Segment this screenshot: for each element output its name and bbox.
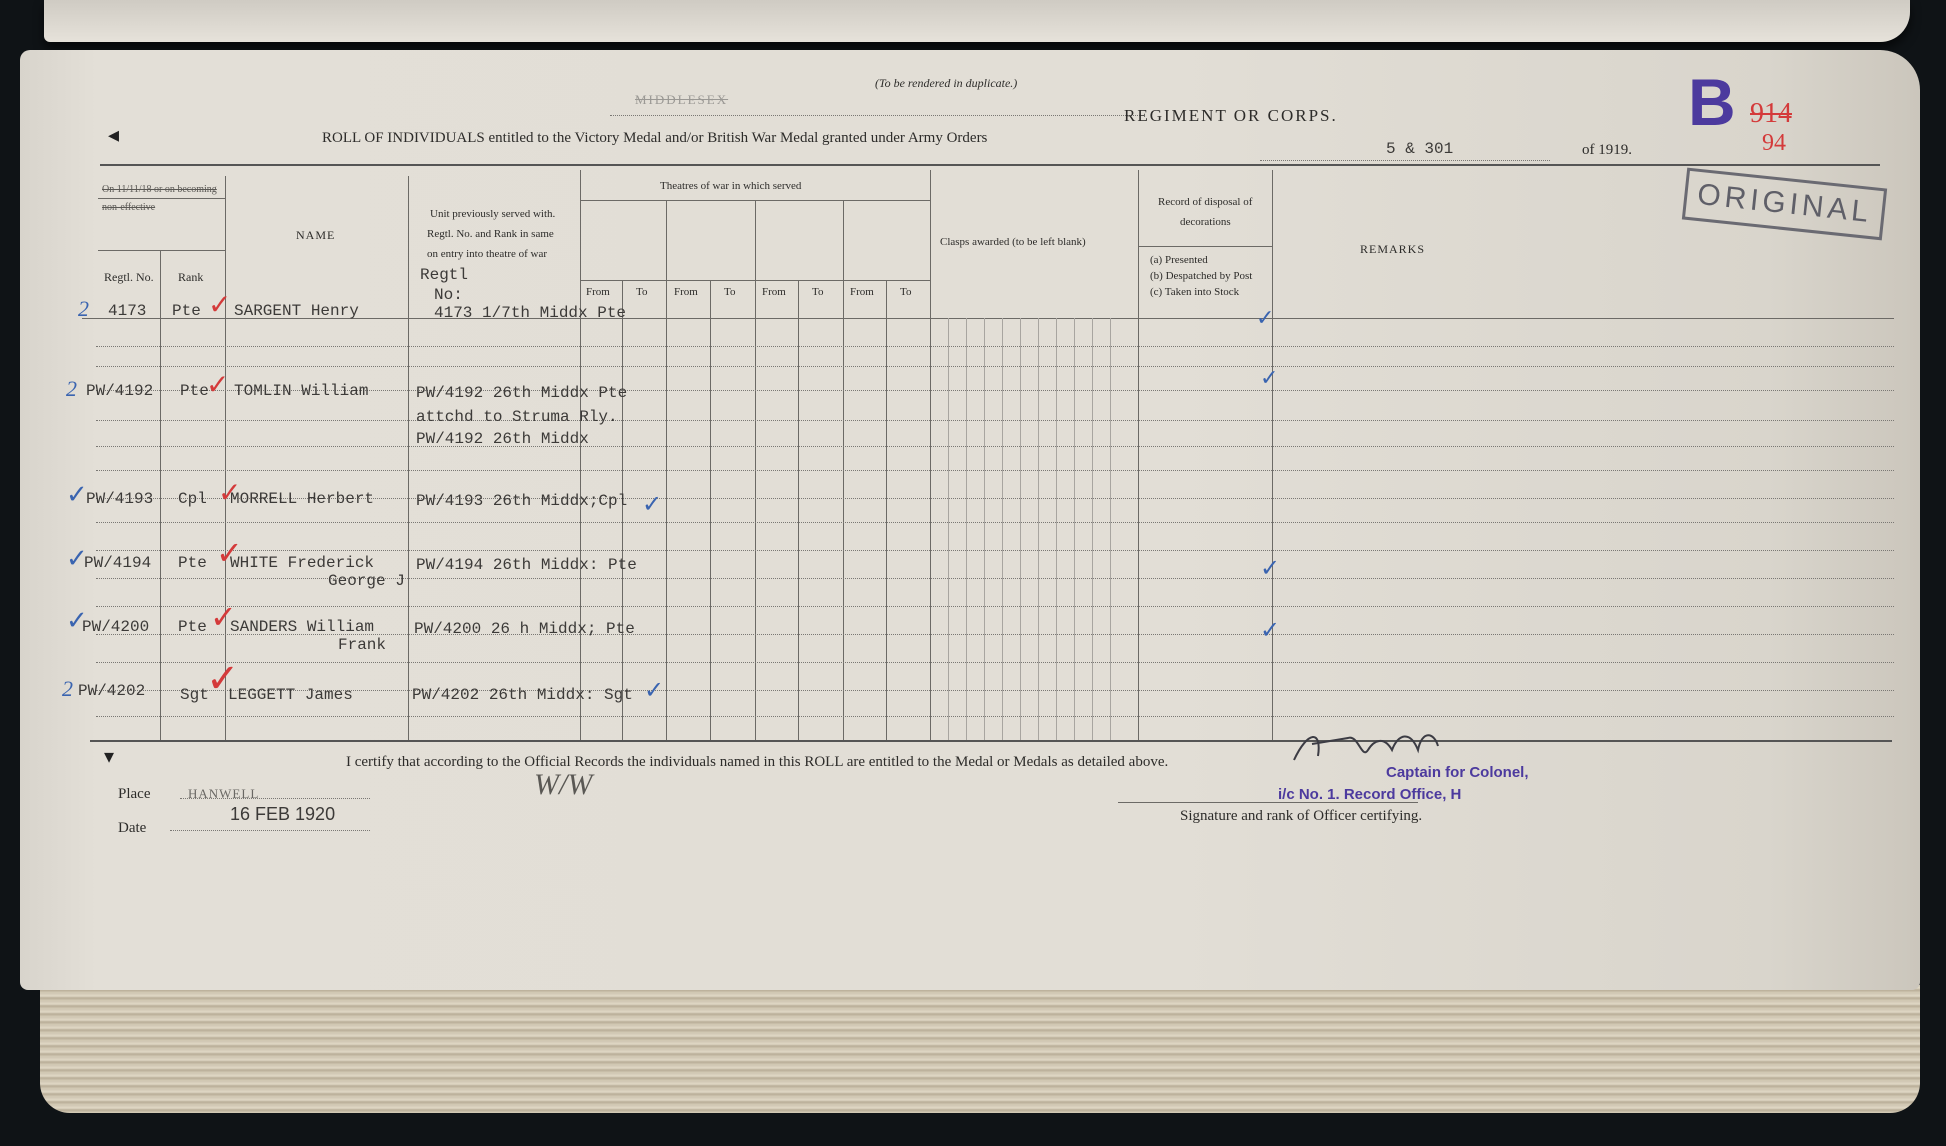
row-name: MORRELL Herbert [230, 490, 375, 508]
place-underline [180, 798, 370, 799]
row-rule [96, 550, 1894, 551]
clasp-line [948, 318, 949, 740]
blue-tick-icon: ✓ [644, 676, 665, 704]
blue-tick-icon: ✓ [66, 606, 88, 636]
roll-title: ROLL OF INDIVIDUALS entitled to the Victory Medal and/or British War Medal granted under Army Orders [322, 130, 988, 146]
row-rule [96, 366, 1894, 367]
army-orders-underline [1260, 160, 1550, 161]
theatres-header: Theatres of war in which served [660, 180, 802, 192]
row-rule [96, 522, 1894, 523]
col-divider-remarks [1272, 170, 1273, 740]
row-rule [96, 606, 1894, 607]
disposal-b: (b) Despatched by Post [1150, 270, 1253, 282]
from-header-2: From [674, 286, 698, 298]
row-regtl-no: PW/4194 [84, 554, 152, 572]
hole-punch-mark-bottom: ▾ [104, 746, 115, 768]
regiment-struck-text: MIDDLESEX [635, 92, 729, 107]
row-rule [96, 446, 1894, 447]
row-name: TOMLIN William [234, 382, 369, 400]
name-header: NAME [296, 228, 336, 242]
row-rank: Pte [172, 302, 201, 320]
place-label: Place [118, 786, 151, 802]
to-header-4: To [900, 286, 912, 298]
unit-typed-regtl: Regtl [420, 266, 469, 284]
disposal-a: (a) Presented [1150, 254, 1208, 266]
clasp-line [1020, 318, 1021, 740]
col-divider-t4-to [886, 280, 887, 740]
red-tick-icon: ✓ [210, 598, 237, 636]
regtl-rank-rule [98, 250, 225, 251]
to-header-3: To [812, 286, 824, 298]
group-label: On 11/11/18 or on becoming non-effective [102, 184, 217, 213]
rank-header: Rank [178, 270, 204, 284]
row-mark: 2 [78, 296, 89, 321]
army-orders-number: 5 & 301 [1386, 140, 1454, 158]
row-name: WHITE Frederick [230, 554, 375, 572]
blue-tick-icon: ✓ [1256, 306, 1275, 331]
clasp-line [1110, 318, 1111, 740]
hole-punch-mark-top: ◂ [108, 122, 120, 147]
table-bottom-rule [90, 740, 1892, 742]
render-note: (To be rendered in duplicate.) [875, 76, 1018, 90]
row-rank: Sgt [180, 686, 209, 704]
row-rank: Pte [178, 618, 207, 636]
row-rank: Pte [180, 382, 209, 400]
regiment-label: REGIMENT OR CORPS. [1124, 106, 1338, 125]
col-divider-theatres [580, 170, 581, 740]
row-unit: PW/4200 26 h Middx; Pte [414, 620, 635, 638]
date-underline [170, 830, 370, 831]
row-name-cont: Frank [338, 636, 387, 654]
col-divider-t3-to [798, 280, 799, 740]
date-stamp: 16 FEB 1920 [230, 804, 336, 824]
row-name: LEGGETT James [228, 686, 353, 704]
blue-tick-icon: ✓ [642, 490, 663, 518]
blue-tick-icon: ✓ [1260, 616, 1281, 644]
book-page-edges [40, 985, 1920, 1113]
clasp-line [1002, 318, 1003, 740]
row-unit-line3: PW/4192 26th Middx [416, 430, 589, 448]
of-year: of 1919. [1582, 142, 1632, 158]
initials: W/W [534, 768, 593, 801]
clasp-line [966, 318, 967, 740]
col-divider-t2-to [710, 280, 711, 740]
disposal-header-line2: decorations [1180, 216, 1231, 228]
from-to-rule [580, 280, 930, 281]
table-top-rule [100, 164, 1880, 166]
red-number-1: 914 [1750, 98, 1792, 129]
row-regtl-no: PW/4192 [86, 382, 154, 400]
officer-stamp-line2: i/c No. 1. Record Office, H [1278, 786, 1462, 803]
blue-tick-icon: ✓ [1260, 554, 1281, 582]
officer-stamp-line1: Captain for Colonel, [1386, 764, 1529, 781]
from-header-4: From [850, 286, 874, 298]
red-tick-icon: ✓ [206, 656, 240, 702]
row-rule [96, 420, 1894, 421]
row-name: SARGENT Henry [234, 302, 359, 320]
clasps-header: Clasps awarded (to be left blank) [940, 236, 1086, 248]
from-header-1: From [586, 286, 610, 298]
to-header-2: To [724, 286, 736, 298]
regiment-underline [610, 115, 1140, 116]
clasp-line [1038, 318, 1039, 740]
clasp-line [1092, 318, 1093, 740]
row-rule [96, 662, 1894, 663]
blue-tick-icon: ✓ [1260, 366, 1279, 391]
unit-header-line3: on entry into theatre of war [427, 248, 548, 260]
medal-roll-page [20, 50, 1920, 990]
disposal-rule [1138, 246, 1272, 247]
original-stamp: ORIGINAL [1682, 168, 1888, 241]
red-tick-icon: ✓ [206, 368, 230, 401]
row-unit: PW/4192 26th Middx Pte [416, 384, 628, 402]
unit-typed-no: No: [434, 286, 463, 304]
theatres-rule [580, 200, 930, 201]
row-name-cont: George J [328, 572, 405, 590]
row-rule [96, 346, 1894, 347]
certify-text: I certify that according to the Official Records the individuals named in this ROLL are entitled to the Medal or Medals as detailed above. [346, 754, 1169, 770]
col-divider-disposal [1138, 170, 1139, 740]
place-value: HANWELL [188, 786, 260, 801]
red-number-2: 94 [1762, 130, 1786, 156]
unit-header-line1: Unit previously served with. [430, 208, 556, 220]
regtl-no-header: Regtl. No. [104, 270, 154, 284]
row-regtl-no: PW/4193 [86, 490, 154, 508]
date-label: Date [118, 820, 147, 836]
row-name: SANDERS William [230, 618, 375, 636]
red-tick-icon: ✓ [208, 288, 232, 321]
row-regtl-no: PW/4202 [78, 682, 146, 700]
clasp-line [1074, 318, 1075, 740]
previous-page-edge [44, 0, 1910, 42]
row-unit: PW/4202 26th Middx: Sgt [412, 686, 633, 704]
col-divider-t1-to [622, 280, 623, 740]
signature-label: Signature and rank of Officer certifying. [1180, 808, 1423, 824]
disposal-c: (c) Taken into Stock [1150, 286, 1240, 298]
to-header-1: To [636, 286, 648, 298]
officer-signature-icon [1288, 720, 1448, 770]
col-divider-clasps [930, 170, 931, 740]
red-tick-icon: ✓ [216, 534, 243, 572]
clasp-line [1056, 318, 1057, 740]
row-regtl-no: 4173 [108, 302, 147, 320]
row-unit: PW/4194 26th Middx: Pte [416, 556, 637, 574]
disposal-header-line1: Record of disposal of [1158, 196, 1253, 208]
row-unit: 4173 1/7th Middx Pte [434, 304, 627, 322]
col-divider-unit [408, 176, 409, 740]
row-unit: PW/4193 26th Middx;Cpl [416, 492, 628, 510]
unit-header-line2: Regtl. No. and Rank in same [427, 228, 554, 240]
remarks-header: REMARKS [1360, 242, 1426, 256]
signature-rule [1118, 802, 1418, 803]
row-mark: 2 [66, 376, 77, 401]
row-regtl-no: PW/4200 [82, 618, 150, 636]
row-rule [96, 690, 1894, 691]
from-header-3: From [762, 286, 786, 298]
row-rule [96, 470, 1894, 471]
col-divider-rank [160, 250, 161, 740]
blue-tick-icon: ✓ [66, 544, 88, 574]
row-rule [96, 716, 1894, 717]
red-tick-icon: ✓ [218, 476, 242, 509]
b-stamp: B [1688, 65, 1736, 139]
clasp-line [984, 318, 985, 740]
blue-tick-icon: ✓ [66, 480, 88, 510]
row-rank: Cpl [178, 490, 207, 508]
row-mark: 2 [62, 676, 73, 701]
row-rank: Pte [178, 554, 207, 572]
row-unit-line2: attchd to Struma Rly. [416, 408, 618, 426]
